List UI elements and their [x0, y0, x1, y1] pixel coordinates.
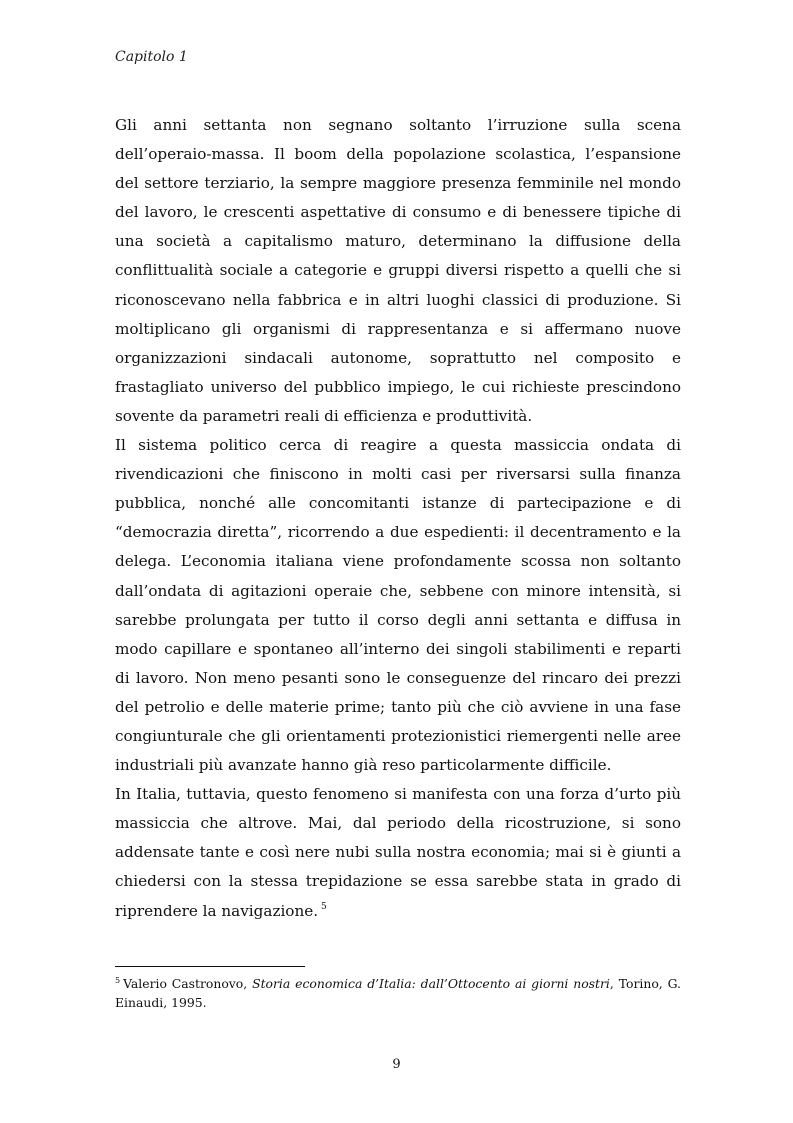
paragraph-2: Il sistema politico cerca di reagire a questa massiccia ondata di rivendicazioni che finiscono in molti casi per riversarsi sulla finanza pubblica, nonché alle concomitanti istanze di partecipazione e di “democrazia diretta”, ricorrendo a due espedienti: il decentramento e la delega. L’economia italiana viene profondamente scossa non soltanto dall’ondata di agitazioni operaie che, sebbene con minore intensità, si sarebbe prolungata per tutto il corso degli anni settanta e diffusa in modo capillare e spontaneo all’interno dei singoli stabilimenti e reparti di lavoro. Non meno pesanti sono le conseguenze del rincaro dei prezzi del petrolio e delle materie prime; tanto più che ciò avviene in una fase congiunturale che gli orientamenti protezionistici riemergenti nelle aree industriali più avanzate hanno già reso particolarmente difficile.	[115, 436, 681, 775]
footnote-separator	[115, 966, 305, 967]
paragraph-1: Gli anni settanta non segnano soltanto l’irruzione sulla scena dell’operaio-massa. Il boom della popolazione scolastica, l’espansione del settore terziario, la sempre maggiore presenza femminile nel mondo del lavoro, le crescenti aspettative di consumo e di benessere tipiche di una società a capitalismo maturo, determinano la diffusione della conflittualità sociale a categorie e gruppi diversi rispetto a quelli che si riconoscevano nella fabbrica e in altri luoghi classici di produzione. Si moltiplicano gli organismi di rappresentanza e si affermano nuove organizzazioni sindacali autonome, soprattutto nel composito e frastagliato universo del pubblico impiego, le cui richieste prescindono sovente da parametri reali di efficienza e produttività.	[115, 116, 681, 425]
body-text	[115, 111, 681, 926]
running-header: Capitolo 1	[115, 49, 188, 65]
footnote-reference[interactable]: 5	[321, 902, 327, 913]
paragraph-3-text: In Italia, tuttavia, questo fenomeno si manifesta con una forza d’urto più massiccia che altrove. Mai, dal periodo della ricostruzione, si sono addensate tante e così nere nubi sulla nostra economia; mai si è giunti a chiedersi con la stessa trepidazione se essa sarebbe stata in grado di riprendere la navigazione.	[115, 785, 681, 920]
footnote-author: Valerio Castronovo,	[123, 976, 248, 991]
paragraph-3	[115, 780, 681, 925]
footnote-number: 5	[115, 975, 121, 985]
footnote-title: Storia economica d’Italia: dall’Ottocento ai giorni nostri	[252, 976, 610, 991]
page-number: 9	[392, 1057, 401, 1072]
footnote	[115, 974, 681, 1012]
footnote-publication: , Torino, G. Einaudi, 1995.	[115, 976, 681, 1010]
